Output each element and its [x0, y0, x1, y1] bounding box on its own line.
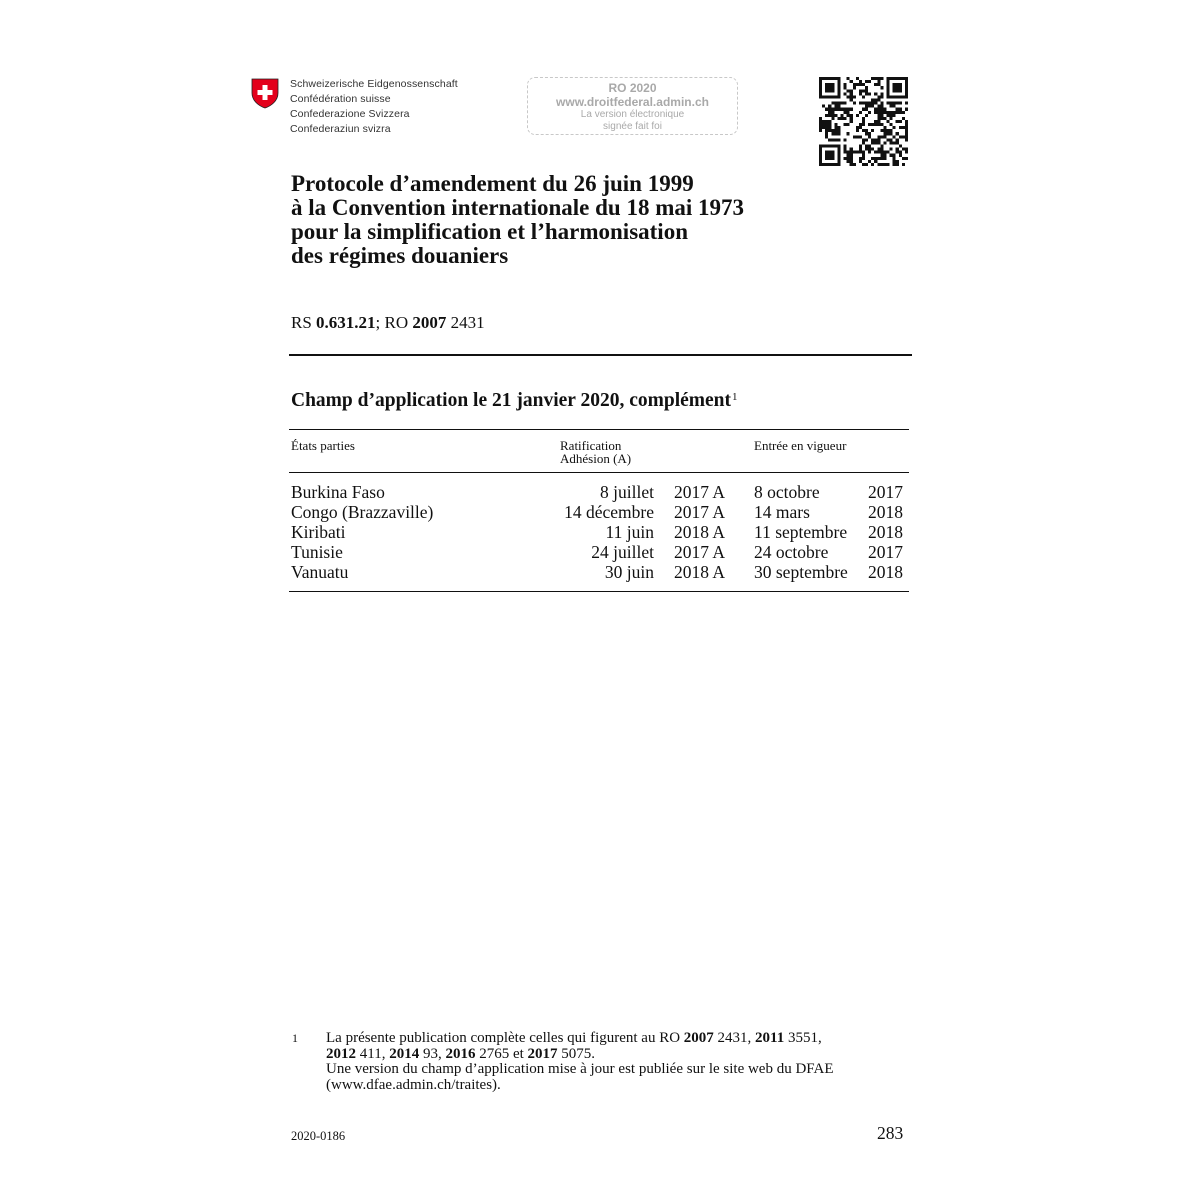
footnote-line-3: Une version du champ d’application mise à jour est publiée sur le site web du DFAE — [326, 1061, 834, 1077]
footnote-line-1: La présente publication complète celles qui figurent au RO 2007 2431, 2011 3551, — [326, 1030, 822, 1046]
fn-ref-page: 5075 — [561, 1045, 592, 1062]
document-title — [291, 172, 851, 268]
title-line: pour la simplification et l’harmonisation — [291, 219, 688, 244]
cell-ratification-date: 24 juillet — [591, 542, 654, 562]
cell-ratification-date: 30 juin — [604, 562, 654, 582]
fn-ref-year: 2017 — [527, 1045, 558, 1062]
rs-number: 0.631.21 — [316, 313, 376, 332]
cell-ratification-date: 11 juin — [605, 522, 654, 542]
stamp-ro: RO 2020 — [608, 81, 657, 95]
cell-ratification-year: 2017 A — [674, 502, 726, 522]
cell-state: Congo (Brazzaville) — [291, 502, 434, 522]
table-row — [289, 542, 909, 562]
confederation-line-de: Schweizerische Eidgenossenschaft — [290, 78, 458, 90]
cell-entry-date: 11 septembre — [754, 522, 848, 542]
cell-entry-date: 24 octobre — [754, 542, 829, 562]
cell-state: Kiribati — [291, 522, 346, 542]
cell-ratification-year: 2018 A — [674, 562, 726, 582]
cell-ratification-year: 2018 A — [674, 522, 726, 542]
header-ratification — [560, 439, 631, 465]
ro-year: 2007 — [412, 313, 447, 332]
cell-entry-year: 2018 — [868, 522, 903, 542]
ref-separator: ; RO — [375, 313, 413, 332]
official-version-stamp — [527, 77, 738, 135]
fn-ref-year: 2011 — [755, 1030, 785, 1046]
confederation-lines — [290, 77, 458, 137]
footnote-line-2: 2012 411, 2014 93, 2016 2765 et 2017 5075. — [326, 1045, 596, 1062]
page-number: 283 — [877, 1123, 904, 1143]
cell-ratification-year: 2017 A — [674, 542, 726, 562]
document-id: 2020-0186 — [291, 1129, 346, 1143]
cell-entry-date: 8 octobre — [754, 482, 820, 502]
footnote-prefix: La présente publication complète celles qui figurent au RO — [326, 1030, 684, 1046]
stamp-note-1: La version électronique — [580, 109, 685, 120]
table-row — [289, 482, 909, 502]
swiss-cross-shield-icon — [251, 78, 279, 109]
table-header-rule — [289, 472, 909, 473]
fn-ref-page: 411 — [359, 1045, 382, 1062]
fn-ref-page: 93 — [422, 1045, 438, 1062]
cell-entry-year: 2018 — [868, 562, 903, 582]
footnote-line-4: (www.dfae.admin.ch/traites). — [326, 1076, 501, 1093]
cell-entry-year: 2017 — [868, 542, 903, 562]
footnote-ref: 1 — [732, 391, 738, 403]
table-row — [289, 522, 909, 542]
cell-entry-date: 14 mars — [754, 502, 810, 522]
cell-state: Vanuatu — [291, 562, 349, 582]
cell-entry-year: 2018 — [868, 502, 903, 522]
title-line: Protocole d’amendement du 26 juin 1999 — [291, 171, 694, 196]
fn-ref-page: 2765 — [479, 1045, 510, 1062]
footnote-marker: 1 — [292, 1031, 298, 1045]
cell-state: Burkina Faso — [291, 482, 385, 502]
stamp-url: www.droitfederal.admin.ch — [556, 95, 709, 109]
header-states: États parties — [291, 438, 355, 453]
section-heading — [291, 390, 738, 412]
confederation-line-it: Confederazione Svizzera — [290, 108, 410, 120]
title-line: à la Convention internationale du 18 mai 1973 — [291, 195, 745, 220]
rs-ro-reference — [291, 313, 485, 333]
fn-ref-page: 3551 — [787, 1030, 818, 1046]
qr-code-icon — [819, 77, 908, 166]
table-row — [289, 502, 909, 522]
footnote-text — [326, 1031, 886, 1093]
fn-ref-year: 2014 — [389, 1045, 420, 1062]
fn-ref-year: 2007 — [683, 1030, 714, 1046]
section-title: Champ d’application le 21 janvier 2020, complément — [291, 390, 732, 411]
cell-entry-date: 30 septembre — [754, 562, 848, 582]
fn-ref-year: 2012 — [326, 1045, 356, 1062]
cell-entry-year: 2017 — [868, 482, 903, 502]
stamp-note-2: signée fait foi — [603, 121, 662, 132]
title-line: des régimes douaniers — [291, 243, 509, 268]
cell-ratification-year: 2017 A — [674, 482, 726, 502]
confederation-line-fr: Confédération suisse — [290, 93, 391, 105]
header-entry: Entrée en vigueur — [754, 438, 847, 453]
cell-state: Tunisie — [291, 542, 343, 562]
rs-label: RS — [291, 313, 317, 332]
fn-ref-page: 2431 — [717, 1030, 748, 1046]
confederation-line-rm: Confederaziun svizra — [290, 123, 391, 135]
header-ratification-line2: Adhésion (A) — [560, 451, 632, 466]
cell-ratification-date: 8 juillet — [600, 482, 654, 502]
table-top-rule — [289, 429, 909, 430]
header-ratification-line1: Ratification — [560, 438, 622, 453]
title-divider — [289, 354, 912, 356]
ro-page: 2431 — [446, 313, 485, 332]
table-row — [289, 562, 909, 582]
cell-ratification-date: 14 décembre — [564, 502, 654, 522]
table-bottom-rule — [289, 591, 909, 592]
fn-ref-year: 2016 — [445, 1045, 476, 1062]
